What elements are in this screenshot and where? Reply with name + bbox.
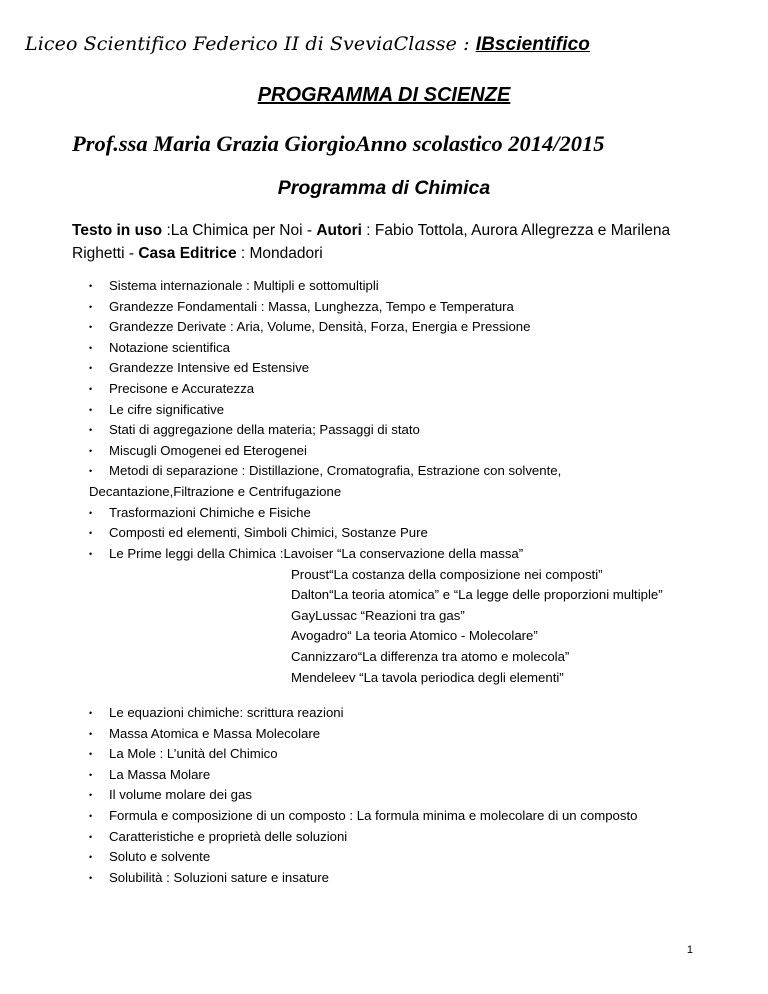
bullet-icon: • bbox=[89, 363, 93, 374]
bullet-icon: • bbox=[89, 749, 93, 760]
list-item-text: Formula e composizione di un composto : La formula minima e molecolare di un composto bbox=[109, 807, 638, 823]
authors-value: : Fabio Tottola, Aurora Allegrezza e Marilena Righetti - bbox=[72, 222, 671, 262]
law-item bbox=[0, 565, 768, 586]
bullet-icon: • bbox=[89, 769, 93, 780]
list-item bbox=[0, 544, 768, 565]
list-item bbox=[0, 297, 768, 318]
bullet-icon: • bbox=[89, 728, 93, 739]
list-item bbox=[0, 379, 768, 400]
law-text: GayLussac “Reazioni tra gas” bbox=[291, 607, 465, 623]
list-item bbox=[0, 441, 768, 462]
bullet-icon: • bbox=[89, 852, 93, 863]
law-item bbox=[0, 606, 768, 627]
list-item bbox=[0, 765, 768, 786]
law-item bbox=[0, 647, 768, 668]
topic-list-part2 bbox=[0, 703, 768, 888]
subject-title: Programma di Chimica bbox=[277, 177, 491, 199]
bullet-icon: • bbox=[89, 342, 93, 353]
list-item bbox=[0, 523, 768, 544]
list-item bbox=[0, 806, 768, 827]
list-item bbox=[0, 317, 768, 338]
law-text: Cannizzaro“La differenza tra atomo e molecola” bbox=[291, 648, 570, 664]
publisher-label: Casa Editrice bbox=[138, 245, 237, 262]
class-name: IBscientifico bbox=[475, 34, 590, 55]
list-item-text: Precisone e Accuratezza bbox=[109, 380, 255, 396]
list-item-text: Composti ed elementi, Simboli Chimici, Sostanze Pure bbox=[109, 525, 428, 541]
school-header bbox=[25, 33, 590, 56]
list-item bbox=[0, 785, 768, 806]
chemistry-laws-list bbox=[0, 544, 768, 688]
bullet-icon: • bbox=[89, 281, 93, 291]
bullet-icon: • bbox=[89, 528, 93, 539]
list-item-text: Caratteristiche e proprietà delle soluzioni bbox=[109, 828, 348, 844]
list-item-text: Sistema internazionale : Multipli e sottomultipli bbox=[109, 278, 379, 293]
publisher-value: : Mondadori bbox=[236, 245, 323, 262]
list-item-text: Grandezze Derivate : Aria, Volume, Densità, Forza, Energia e Pressione bbox=[109, 319, 531, 335]
textbook-value: :La Chimica per Noi - bbox=[162, 222, 317, 239]
list-item-text: Grandezze Fondamentali : Massa, Lunghezza, Tempo e Temperatura bbox=[109, 298, 514, 314]
bullet-icon: • bbox=[89, 872, 93, 883]
law-heading: Le Prime leggi della Chimica :Lavoiser “La conservazione della massa” bbox=[109, 546, 524, 561]
list-item-text: La Massa Molare bbox=[109, 766, 211, 782]
list-item bbox=[0, 703, 768, 724]
program-title: PROGRAMMA DI SCIENZE bbox=[257, 84, 511, 106]
bullet-icon: • bbox=[89, 708, 93, 718]
list-item-continuation bbox=[0, 482, 768, 503]
list-item-text: Stati di aggregazione della materia; Passaggi di stato bbox=[109, 422, 420, 438]
law-text: Dalton“La teoria atomica” e “La legge delle proporzioni multiple” bbox=[291, 587, 663, 603]
list-item bbox=[0, 276, 768, 297]
bullet-icon: • bbox=[89, 383, 93, 394]
list-item-text: Miscugli Omogenei ed Eterogenei bbox=[109, 442, 307, 458]
list-item bbox=[0, 420, 768, 441]
list-item bbox=[0, 868, 768, 889]
textbook-label: Testo in uso bbox=[72, 222, 163, 239]
bullet-icon: • bbox=[89, 425, 93, 436]
list-item bbox=[0, 847, 768, 868]
teacher-and-year: Prof.ssa Maria Grazia GiorgioAnno scolastico 2014/2015 bbox=[72, 131, 605, 156]
list-item-text: Grandezze Intensive ed Estensive bbox=[109, 360, 310, 376]
list-item bbox=[0, 724, 768, 745]
law-text: Avogadro“ La teoria Atomico - Molecolare” bbox=[291, 628, 538, 644]
list-item-text: Massa Atomica e Massa Molecolare bbox=[109, 725, 321, 741]
list-item-text: Soluto e solvente bbox=[109, 849, 211, 865]
authors-label: Autori bbox=[316, 222, 362, 239]
list-item-text: Le equazioni chimiche: scrittura reazioni bbox=[109, 705, 344, 720]
law-item bbox=[0, 668, 768, 689]
law-item bbox=[0, 626, 768, 647]
list-item bbox=[0, 827, 768, 848]
topic-list-part1 bbox=[0, 276, 768, 544]
list-item-text: La Mole : L’unità del Chimico bbox=[109, 746, 278, 762]
law-text: Mendeleev “La tavola periodica degli elementi” bbox=[291, 669, 564, 685]
bullet-icon: • bbox=[89, 404, 93, 415]
list-item bbox=[0, 461, 768, 482]
law-text: Proust“La costanza della composizione nei composti” bbox=[291, 566, 603, 582]
law-item bbox=[0, 585, 768, 606]
bullet-icon: • bbox=[89, 790, 93, 801]
list-item bbox=[0, 338, 768, 359]
bullet-icon: • bbox=[89, 301, 93, 312]
list-item-text: Solubilità : Soluzioni sature e insature bbox=[109, 869, 329, 885]
list-item-text: Decantazione,Filtrazione e Centrifugazione bbox=[89, 483, 342, 499]
bullet-icon: • bbox=[89, 831, 93, 842]
list-item-text: Trasformazioni Chimiche e Fisiche bbox=[109, 504, 311, 520]
school-name: Liceo Scientifico Federico II di SveviaClasse : bbox=[25, 33, 476, 55]
list-item-text: Il volume molare dei gas bbox=[109, 787, 252, 803]
list-item bbox=[0, 358, 768, 379]
list-item-text: Notazione scientifica bbox=[109, 339, 230, 355]
list-item bbox=[0, 744, 768, 765]
list-item-text: Metodi di separazione : Distillazione, Cromatografia, Estrazione con solvente, bbox=[109, 463, 562, 479]
list-item bbox=[0, 503, 768, 524]
bullet-icon: • bbox=[89, 507, 93, 518]
bullet-icon: • bbox=[89, 549, 93, 559]
list-item-text: Le cifre significative bbox=[109, 401, 225, 417]
bullet-icon: • bbox=[89, 466, 93, 477]
bullet-icon: • bbox=[89, 445, 93, 456]
textbook-info bbox=[72, 219, 712, 265]
bullet-icon: • bbox=[89, 322, 93, 333]
page-number: 1 bbox=[686, 944, 693, 956]
bullet-icon: • bbox=[89, 810, 93, 821]
list-item bbox=[0, 400, 768, 421]
